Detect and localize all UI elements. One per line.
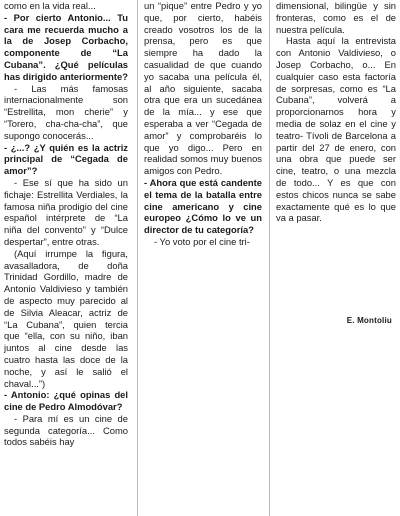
answer-text: Hasta aquí la entrevista con Antonio Valdivieso, o Josep Corbacho, o... En cualquier caso esta factoría de sorpresas, como es “La Cubana”, volverá a proporcionarnos hora y media de solaz en el cine y teatro- Tívoli de Barcelona a partir del 27 de enero, con una obra que puede ser cine, teatro, o una mezcla de todo... Y es que con estos chicos nunca se sabe exactamente qué es lo que va a pasar. (276, 35, 396, 224)
answer-text: - Las más famosas internacionalmente son “Estrellita, mon cherie” y “Torero, cha-cha-cha”, que supongo conocerás... (4, 82, 128, 141)
answer-text: como en la vida real... (4, 0, 96, 11)
interview-question: - Por cierto Antonio... Tu cara me recuerda mucho a la de Josep Corbacho, componente de “La Cubana”. ¿Qué películas has dirigido anteriormente? (4, 11, 128, 82)
interview-question: - Antonio: ¿qué opinas del cine de Pedro Almodóvar? (4, 389, 128, 413)
answer-text: - Ese sí que ha sido un fichaje: Estrellita Verdiales, la famosa niña prodigio del cine español intérprete de “La niña del convento” y “Dulce despertar”, entre otras. (4, 176, 128, 247)
column-divider (269, 0, 270, 516)
answer-text: - Para mí es un cine de segunda categoría... Como todos sabéis hay (4, 412, 128, 448)
answer-text: un “pique” entre Pedro y yo que, por cierto, habéis creado vosotros los de la prensa, pero es que siempre ha dado la casualidad de que cuando yo sacaba una película él, al año siguiente, sacaba otra que era un sucedánea de la mía... y ese que esperaba a ver “Cegada de amor” y comprobaréis lo que yo digo... Pero en realidad somos muy buenos amigos con Pedro. (144, 0, 262, 177)
answer-text: - Yo voto por el cine tri- (154, 235, 250, 247)
author-signature: E. Montoliu (346, 316, 392, 325)
article-column-2 (144, 0, 262, 248)
answer-text: dimensional, bilingüe y sin fronteras, como es el de nuestra película. (276, 0, 396, 35)
interview-question: - ¿...? ¿Y quién es la actriz principal de “Cegada de amor”? (4, 141, 128, 177)
answer-text: (Aquí irrumpe la figura, avasalladora, de doña Trinidad Gordillo, madre de Antonio Valdivieso y también de aspecto muy parecido al de Silvia Aleacar, actriz de “La Cubana”, quien tercia que “ella, con su niño, iban juntos al cine desde las cuatro hasta las doce de la noche, y así le salió el chaval...”) (4, 247, 128, 389)
article-column-3 (276, 0, 396, 224)
article-column-1 (4, 0, 128, 448)
column-divider (137, 0, 138, 516)
interview-question: - Ahora que está candente el tema de la batalla entre cine americano y cine europeo ¿Cómo lo ve un director de tu categoría? (144, 176, 262, 236)
